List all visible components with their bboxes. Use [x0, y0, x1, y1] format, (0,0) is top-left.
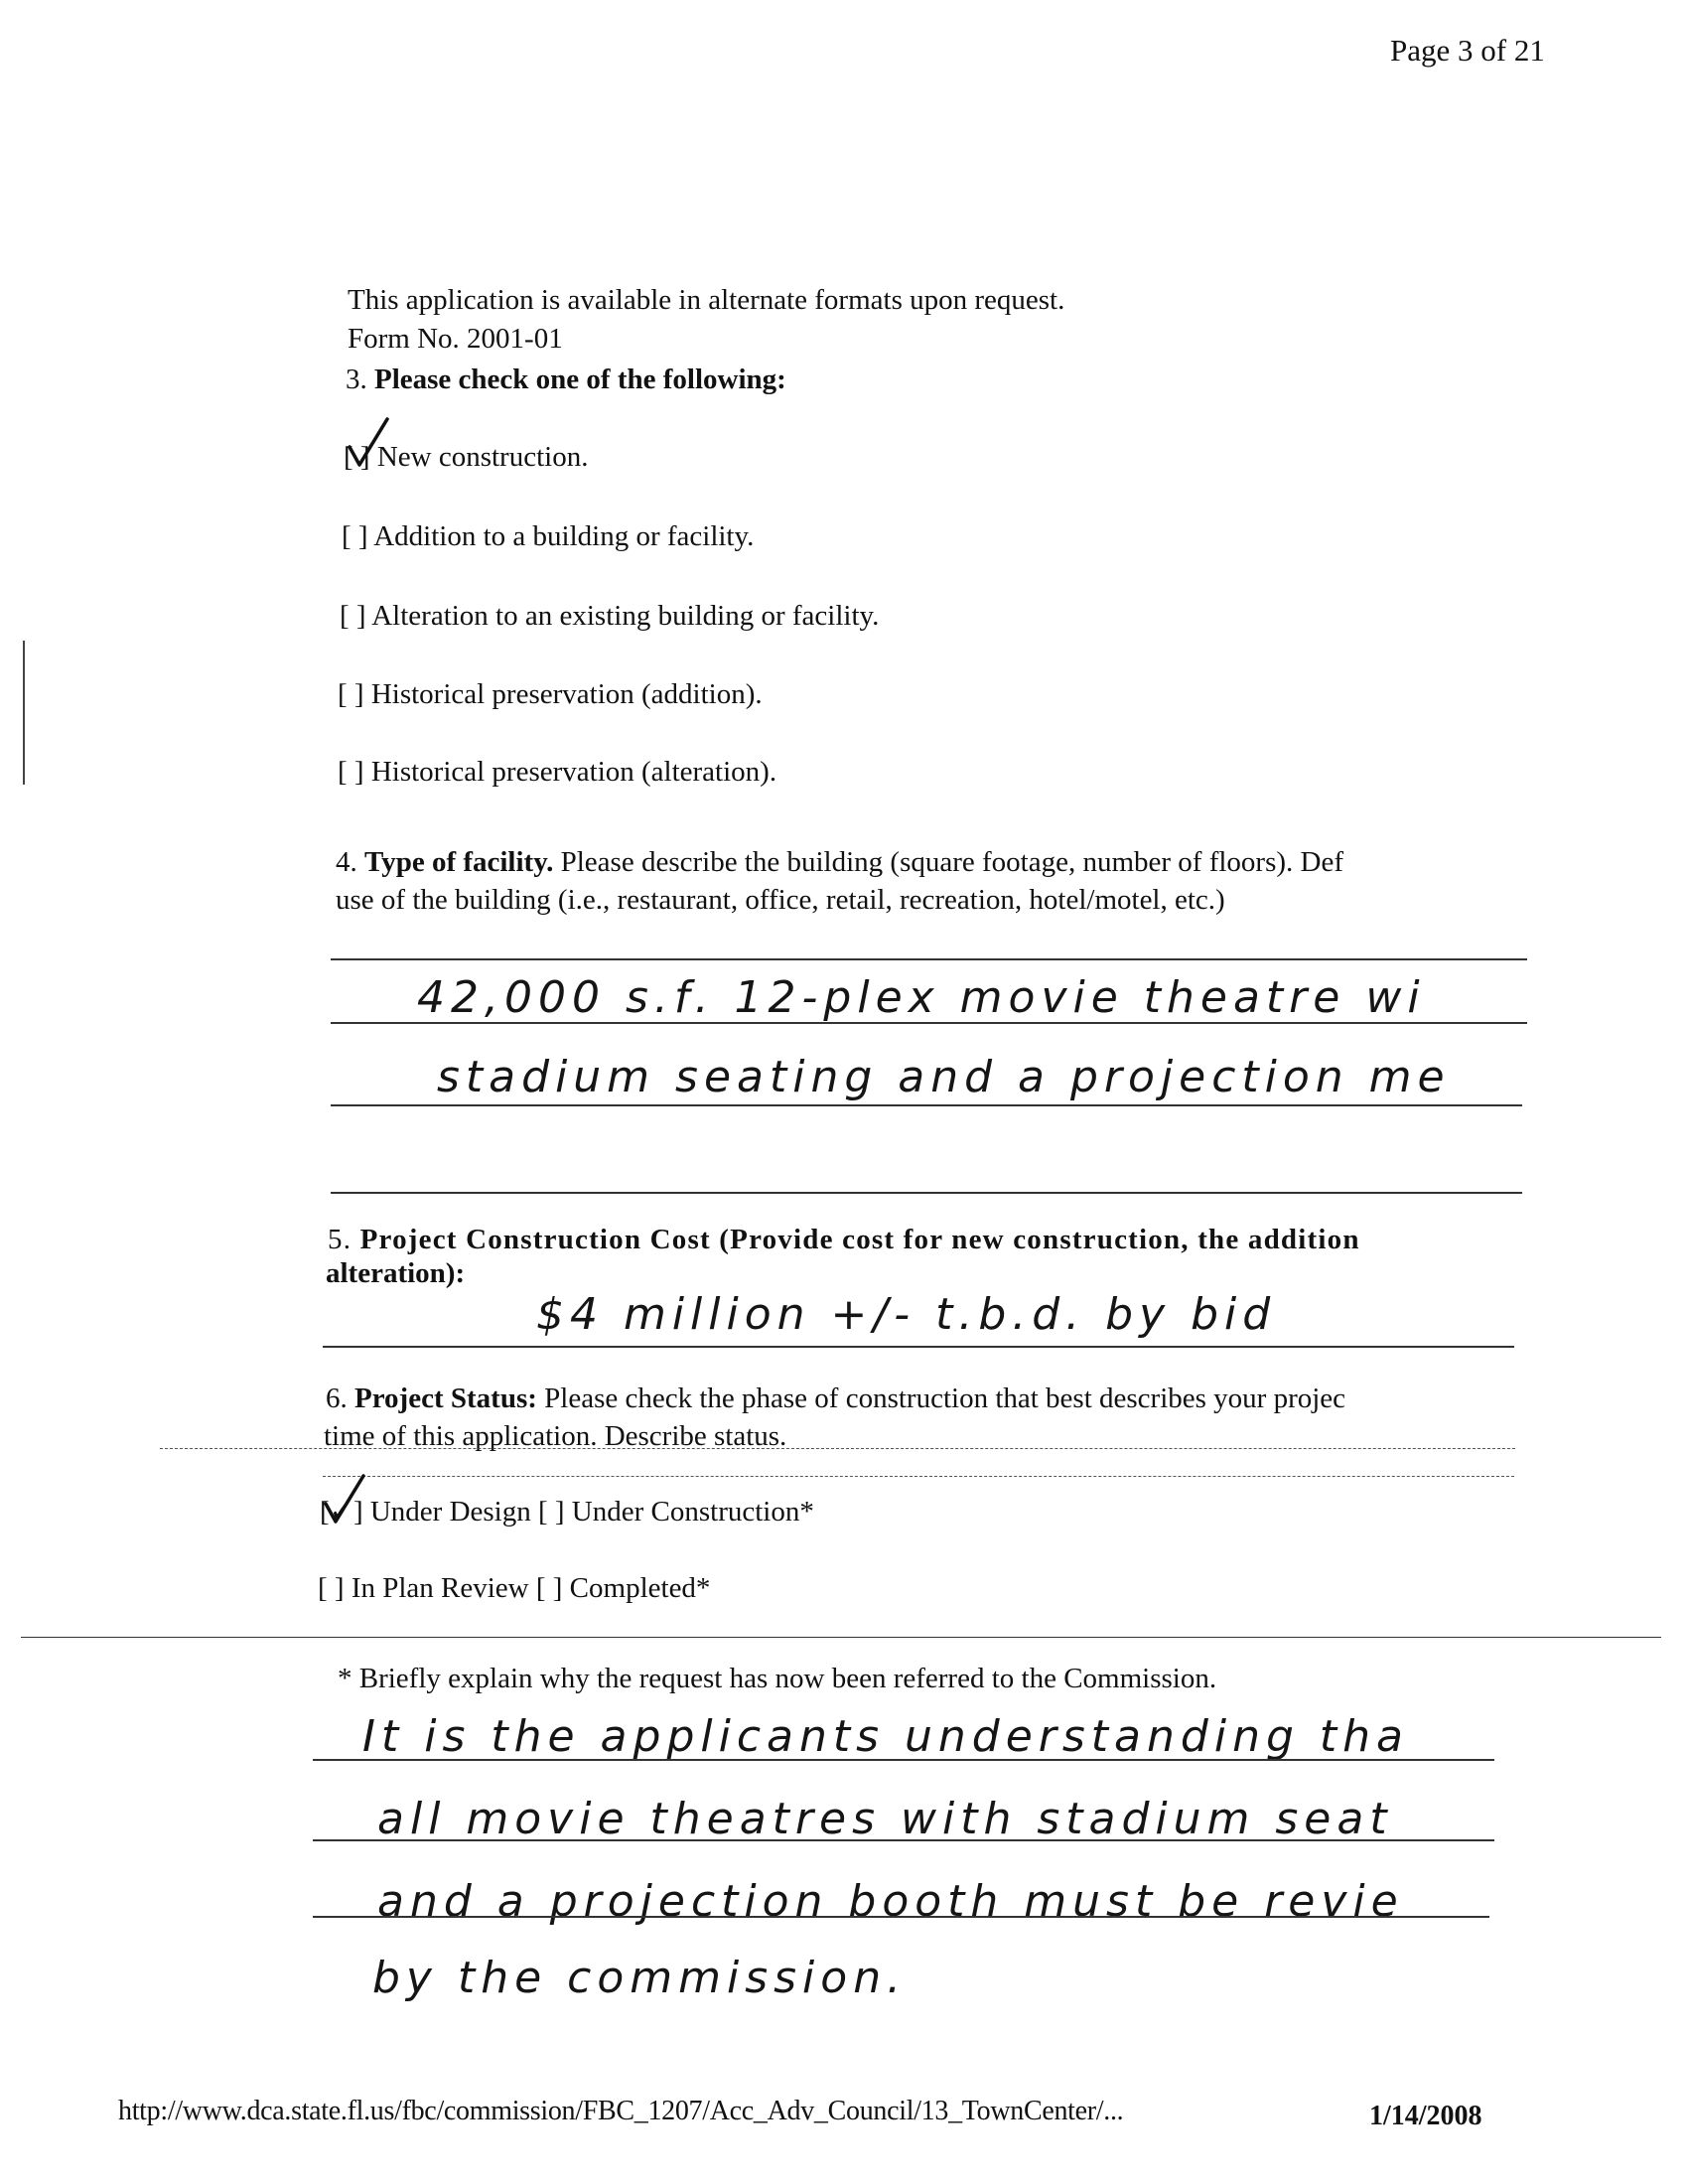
explain-answer-line1[interactable]: It is the applicants understanding tha: [362, 1711, 1409, 1762]
section4-instructions: Please describe the building (square footage, number of floors). Def: [560, 846, 1343, 878]
section3-heading: [346, 365, 786, 394]
explain-answer-line2[interactable]: all movie theatres with stadium seat: [377, 1794, 1393, 1844]
section4-number: 4.: [336, 846, 357, 878]
section3-number: 3.: [346, 364, 367, 395]
checkbox-checked[interactable]: [ ]: [344, 441, 370, 473]
option-label: Historical preservation (addition).: [370, 678, 763, 710]
answer-line: [313, 1839, 1494, 1841]
explain-prompt: * Briefly explain why the request has now been referred to the Commission.: [338, 1663, 1217, 1694]
answer-line: [331, 1104, 1522, 1106]
explain-answer-line3[interactable]: and a projection booth must be revie: [377, 1876, 1404, 1927]
facility-answer-line1[interactable]: 42,000 s.f. 12-plex movie theatre wi: [417, 972, 1426, 1023]
section6-line1: [326, 1384, 1345, 1413]
checkmark-icon: [346, 417, 391, 469]
section-divider: [21, 1637, 1661, 1638]
dashed-divider: [323, 1476, 1514, 1477]
section3-title: Please check one of the following:: [374, 364, 786, 395]
answer-line: [323, 1346, 1514, 1348]
availability-note: This application is available in alternate formats upon request.: [348, 284, 1065, 316]
answer-line: [313, 1759, 1494, 1761]
option-label: Addition to a building or facility.: [373, 520, 755, 552]
checkmark-icon: [322, 1474, 367, 1526]
answer-line: [331, 958, 1527, 960]
footer-date: 1/14/2008: [1369, 2101, 1482, 2131]
cost-answer[interactable]: $4 million +/- t.b.d. by bid: [536, 1289, 1277, 1340]
answer-line: [313, 1916, 1489, 1918]
checkbox[interactable]: [ ]: [342, 520, 368, 552]
option-label: New construction.: [376, 441, 589, 473]
section5-number: 5.: [328, 1224, 352, 1255]
page-number: Page 3 of 21: [1390, 33, 1545, 68]
checkbox[interactable]: [ ]: [340, 600, 366, 632]
section5-title2: alteration):: [326, 1257, 466, 1289]
option-label: Historical preservation (alteration).: [370, 756, 777, 788]
option-historical-addition[interactable]: [338, 680, 763, 709]
explain-answer-line4[interactable]: by the commission.: [372, 1953, 908, 2003]
option-historical-alteration[interactable]: [338, 758, 776, 787]
section4-title: Type of facility.: [364, 846, 554, 878]
section6-instructions: Please check the phase of construction that best describes your projec: [544, 1383, 1346, 1414]
section4-line2: use of the building (i.e., restaurant, office, retail, recreation, hotel/motel, etc.): [336, 884, 1225, 916]
answer-line: [331, 1022, 1527, 1024]
option-alteration[interactable]: [340, 602, 879, 631]
status-row-2[interactable]: [ ] In Plan Review [ ] Completed*: [318, 1572, 711, 1604]
footer-url[interactable]: http://www.dca.state.fl.us/fbc/commission/FBC_1207/Acc_Adv_Council/13_TownCenter/...: [118, 2096, 1124, 2126]
form-number: Form No. 2001-01: [348, 323, 563, 355]
option-addition[interactable]: [342, 522, 754, 551]
section6-title: Project Status:: [354, 1383, 537, 1414]
checkbox[interactable]: [ ]: [338, 756, 364, 788]
checkbox[interactable]: [ ]: [338, 678, 364, 710]
section5-title-text: Project Construction Cost (Provide cost for new construction, the addition: [359, 1224, 1360, 1255]
margin-mark: [23, 641, 25, 785]
section5-title: [328, 1226, 1360, 1254]
section6-number: 6.: [326, 1383, 348, 1414]
section4-line1: [336, 848, 1343, 877]
facility-answer-line2[interactable]: stadium seating and a projection me: [437, 1052, 1451, 1102]
status-row-1[interactable]: [✓] Under Design [ ] Under Construction*: [320, 1496, 814, 1528]
dashed-divider: [160, 1448, 1515, 1449]
section6-line2: time of this application. Describe status.: [324, 1420, 787, 1452]
option-label: Alteration to an existing building or facility.: [371, 600, 880, 632]
answer-line: [331, 1192, 1522, 1194]
